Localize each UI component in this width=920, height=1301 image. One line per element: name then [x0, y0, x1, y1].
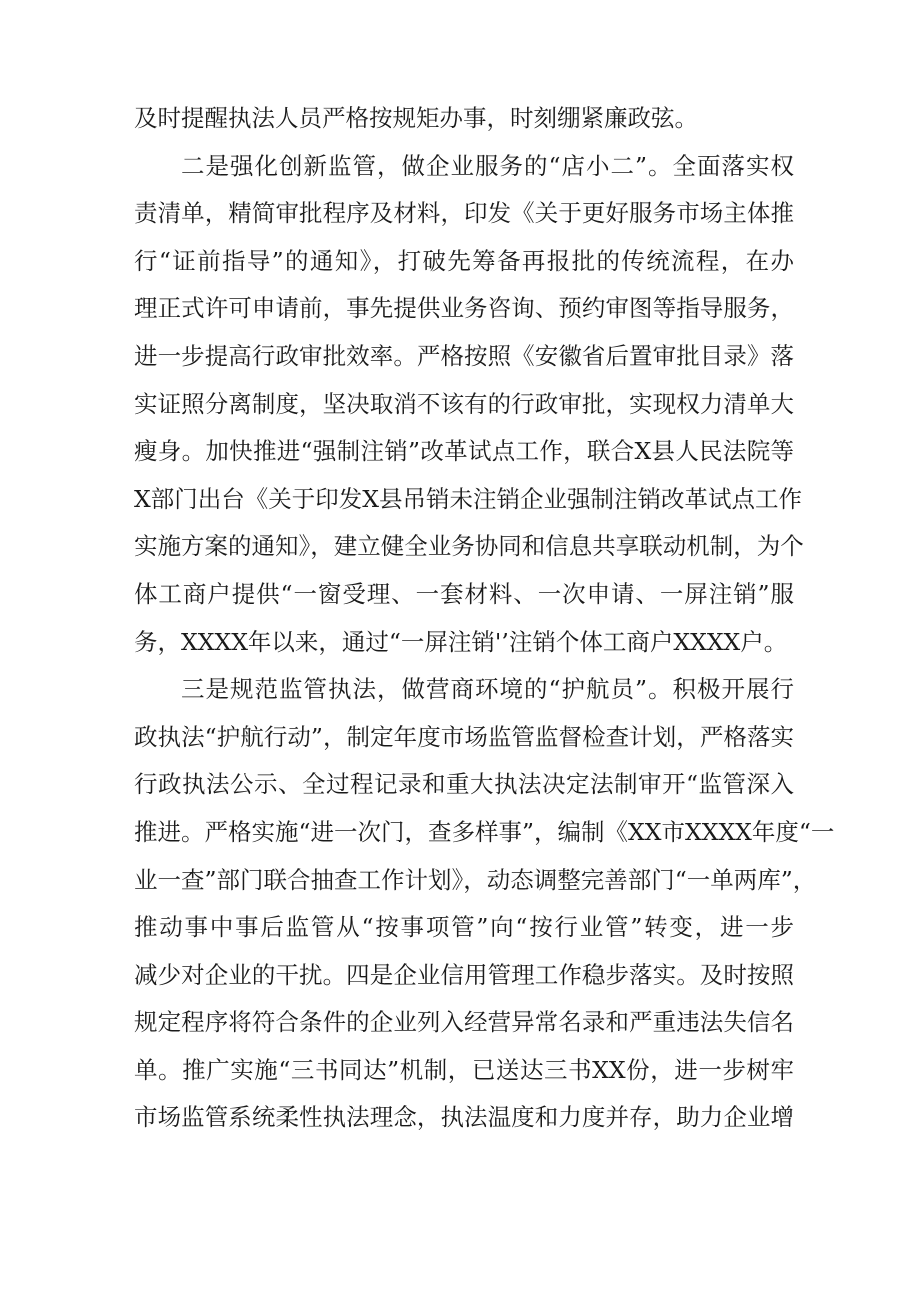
document-body — [134, 95, 835, 1142]
text-line: 推动事中事后监管从“按事项管”向“按行业管”转变，进一步 — [134, 913, 794, 942]
text-line: 政执法“护航行动”，制定年度市场监管监督检查计划，严格落实 — [134, 722, 794, 751]
text-line: 行政执法公示、全过程记录和重大执法决定法制审开“监管深入 — [134, 770, 794, 799]
text-line: 推进。严格实施“进一次门，查多样事”，编制《XX市XXXX年度“一 — [134, 817, 835, 846]
text-line: 理正式许可申请前，事先提供业务咨询、预约审图等指导服务， — [134, 294, 794, 323]
text-line: 实施方案的通知》，建立健全业务协同和信息共享联动机制，为个 — [134, 532, 804, 561]
text-line: 市场监管系统柔性执法理念，执法温度和力度并存，助力企业增 — [134, 1103, 794, 1132]
paragraph-first-line: 二是强化创新监管，做企业服务的“店小二”。全面落实权 — [181, 151, 794, 180]
text-line: 实证照分离制度，坚决取消不该有的行政审批，实现权力清单大 — [134, 389, 794, 418]
text-line: 务，XXXX年以来，通过“一屏注销'’注销个体工商户XXXX户。 — [134, 627, 788, 656]
text-line: 及时提醒执法人员严格按规矩办事，时刻绷紧廉政弦。 — [134, 104, 698, 132]
text-line: 业一查”部门联合抽查工作计划》，动态调整完善部门“一单两库”， — [134, 865, 817, 894]
paragraph-first-line: 三是规范监管执法，做营商环境的“护航员”。积极开展行 — [181, 675, 794, 704]
text-line: 进一步提高行政审批效率。严格按照《安徽省后置审批目录》落 — [134, 341, 794, 370]
text-line: 单。推广实施“三书同达”机制，已送达三书XX份，进一步树牢 — [134, 1055, 794, 1084]
text-line: 瘦身。加快推进“强制注销”改革试点工作，联合X县人民法院等 — [134, 437, 794, 466]
text-line: X部门出台《关于印发X县吊销未注销企业强制注销改革试点工作 — [134, 484, 802, 513]
text-line: 减少对企业的干扰。四是企业信用管理工作稳步落实。及时按照 — [134, 960, 794, 989]
text-line: 行“证前指导”的通知》，打破先筹备再报批的传统流程，在办 — [134, 246, 794, 275]
text-line: 责清单，精简审批程序及材料，印发《关于更好服务市场主体推 — [134, 199, 794, 228]
text-line: 规定程序将符合条件的企业列入经营异常名录和严重违法失信名 — [134, 1008, 794, 1037]
text-line: 体工商户提供“一窗受理、一套材料、一次申请、一屏注销”服 — [134, 579, 794, 608]
